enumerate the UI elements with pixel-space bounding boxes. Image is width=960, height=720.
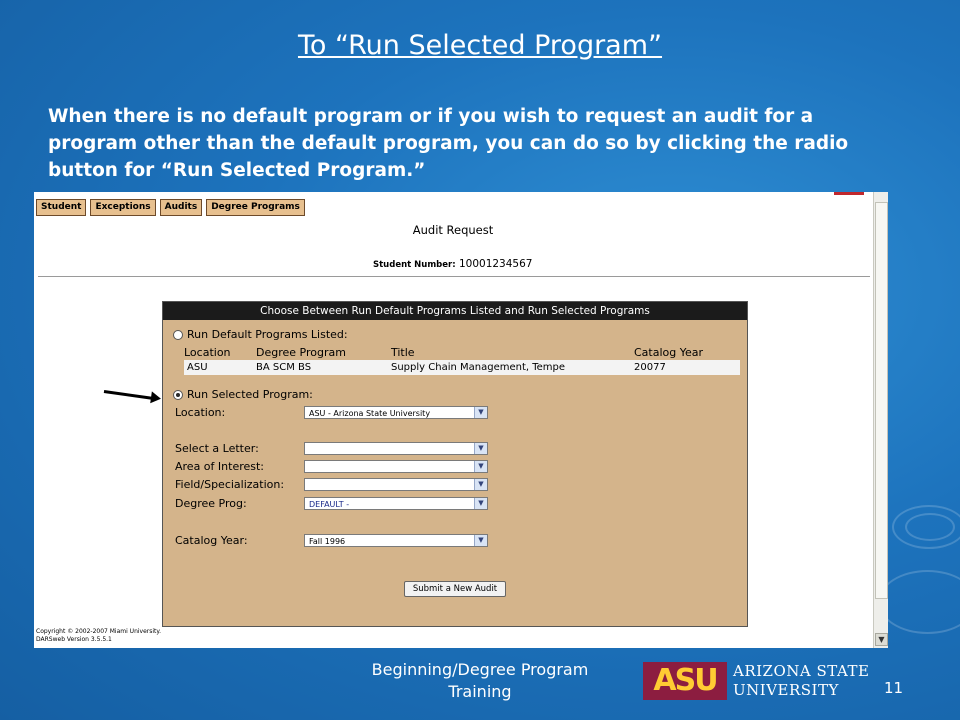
pointer-arrowhead-icon xyxy=(150,391,162,404)
chevron-down-icon: ▼ xyxy=(474,535,487,546)
app-nav xyxy=(36,199,305,216)
ripple-decoration xyxy=(905,513,955,541)
slide-title: To “Run Selected Program” xyxy=(297,30,663,61)
ripple-decoration xyxy=(878,570,960,634)
asu-logo xyxy=(643,662,875,702)
asu-logo-line1: ARIZONA STATE xyxy=(733,662,870,680)
catalog-value: Fall 1996 xyxy=(309,537,346,546)
default-option-label: Run Default Programs Listed: xyxy=(187,328,348,341)
catalog-select[interactable] xyxy=(304,534,488,547)
student-number-line xyxy=(373,258,532,270)
page-title: Audit Request xyxy=(412,223,494,237)
submit-audit-button[interactable]: Submit a New Audit xyxy=(404,581,506,597)
copyright-line: Copyright © 2002-2007 Miami University. xyxy=(36,628,162,635)
nav-exceptions-button[interactable]: Exceptions xyxy=(90,199,155,216)
row-catalog-year: 20077 xyxy=(634,362,666,373)
degree-value: DEFAULT - xyxy=(309,500,350,509)
row-title: Supply Chain Management, Tempe xyxy=(391,362,566,373)
page-number: 11 xyxy=(884,679,904,697)
degree-label: Degree Prog: xyxy=(175,497,247,510)
location-label: Location: xyxy=(175,406,226,419)
letter-label: Select a Letter: xyxy=(175,442,259,455)
scroll-thumb[interactable] xyxy=(875,202,888,599)
col-title: Title xyxy=(391,346,415,359)
chevron-down-icon: ▼ xyxy=(474,479,487,490)
slide-body-text: When there is no default program or if you wish to request an audit for a program other than the default program, you can do so by clicking the radio button for “Run Selected Program.” xyxy=(48,106,849,181)
panel-header: Choose Between Run Default Programs Listed and Run Selected Programs xyxy=(163,302,747,320)
chevron-down-icon: ▼ xyxy=(474,461,487,472)
letter-select[interactable] xyxy=(304,442,488,455)
copyright-text xyxy=(36,628,161,644)
vertical-scrollbar[interactable] xyxy=(873,192,888,648)
app-screenshot xyxy=(34,192,888,648)
selected-option-row xyxy=(173,388,313,401)
default-option-row xyxy=(173,328,348,341)
program-selection-panel xyxy=(162,301,748,627)
location-select[interactable] xyxy=(304,406,488,419)
area-select[interactable] xyxy=(304,460,488,473)
asu-logo-line2: UNIVERSITY xyxy=(733,681,839,699)
radio-run-selected[interactable] xyxy=(173,390,183,400)
field-label: Field/Specialization: xyxy=(175,478,285,491)
catalog-label: Catalog Year: xyxy=(175,534,248,547)
scroll-down-icon[interactable]: ▼ xyxy=(875,633,888,646)
col-degree-program: Degree Program xyxy=(256,346,346,359)
nav-student-button[interactable]: Student xyxy=(36,199,86,216)
row-degree-program: BA SCM BS xyxy=(256,362,312,373)
field-select[interactable] xyxy=(304,478,488,491)
window-accent xyxy=(834,192,864,195)
selected-option-label: Run Selected Program: xyxy=(187,388,313,401)
asu-logo-mark: ASU xyxy=(643,662,727,700)
version-line: DARSweb Version 3.5.5.1 xyxy=(36,636,112,643)
table-row xyxy=(184,360,740,375)
student-number-value: 10001234567 xyxy=(458,258,533,270)
area-label: Area of Interest: xyxy=(175,460,265,473)
chevron-down-icon: ▼ xyxy=(474,498,487,509)
chevron-down-icon: ▼ xyxy=(474,443,487,454)
location-value: ASU - Arizona State University xyxy=(309,409,431,418)
slide-footer: Beginning/Degree Program Training xyxy=(371,660,589,701)
nav-audits-button[interactable]: Audits xyxy=(160,199,203,216)
row-location: ASU xyxy=(187,362,208,373)
degree-select[interactable] xyxy=(304,497,488,510)
divider xyxy=(38,276,870,277)
col-location: Location xyxy=(184,346,231,359)
nav-degree-programs-button[interactable]: Degree Programs xyxy=(206,199,305,216)
student-number-label: Student Number: xyxy=(373,260,456,270)
radio-run-default[interactable] xyxy=(173,330,183,340)
chevron-down-icon: ▼ xyxy=(474,407,487,418)
col-catalog-year: Catalog Year xyxy=(634,346,704,359)
